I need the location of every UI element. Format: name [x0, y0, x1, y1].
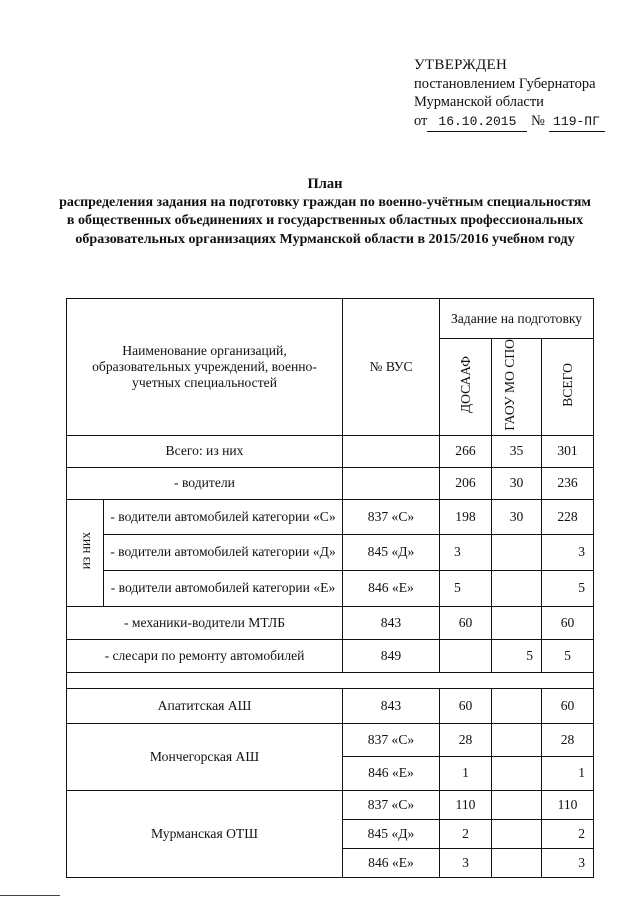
- table-row: - механики-водители МТЛБ 843 60 60: [67, 606, 594, 639]
- approval-number: 119-ПГ: [549, 113, 605, 133]
- plan-subtitle: распределения задания на подготовку граждан по военно-учётным специальностям в общественных объединениях и государственных областных профессиональных образовательных организациях Мурманской области в 2015/2016 учебном году: [59, 194, 591, 247]
- table-row: - слесари по ремонту автомобилей 849 5 5: [67, 639, 594, 672]
- approval-line-1: постановлением Губернатора: [414, 75, 596, 92]
- table-row: Апатитская АШ 843 60 60: [67, 688, 594, 723]
- header-total: ВСЕГО: [542, 339, 594, 436]
- approval-line-2: Мурманской области: [414, 94, 544, 110]
- group-label: из них: [67, 499, 104, 606]
- document-heading: [55, 175, 595, 249]
- approval-title: УТВЕРЖДЕН: [414, 57, 508, 73]
- table-row: Мурманская ОТШ 837 «С» 110 110: [67, 790, 594, 819]
- table-row: 846 «Е» 3 3: [67, 848, 594, 877]
- table-row: - водители автомобилей категории «Е» 846 «Е» 5 5: [67, 570, 594, 606]
- number-prefix: №: [531, 112, 545, 129]
- plan-title: План: [307, 176, 343, 192]
- table-row: 845 «Д» 2 2: [67, 819, 594, 848]
- plan-table: [66, 298, 594, 878]
- header-vus: № ВУС: [343, 299, 440, 436]
- table-row: - водители 206 30 236: [67, 467, 594, 499]
- date-prefix: от: [414, 112, 428, 129]
- header-name: Наименование организаций, образовательных учреждений, военно-учетных специальностей: [67, 299, 343, 436]
- approval-date: 16.10.2015: [427, 113, 527, 133]
- header-dosaaf: ДОСААФ: [440, 339, 492, 436]
- approval-date-line: [414, 112, 629, 133]
- table-row: Мончегорская АШ 837 «С» 28 28: [67, 723, 594, 756]
- header-gaou: ГАОУ МО СПО: [492, 339, 542, 436]
- table-row: Всего: из них 266 35 301: [67, 435, 594, 467]
- binder-mark: [0, 895, 60, 896]
- table-row: 846 «Е» 1 1: [67, 756, 594, 790]
- approval-stamp: [414, 56, 629, 132]
- table-header-row: [67, 299, 594, 339]
- table-row: из них - водители автомобилей категории «С» 837 «С» 198 30 228: [67, 499, 594, 534]
- spacer-row: [67, 672, 594, 688]
- table-row: - водители автомобилей категории «Д» 845 «Д» 3 3: [67, 534, 594, 570]
- header-task: Задание на подготовку: [440, 299, 594, 339]
